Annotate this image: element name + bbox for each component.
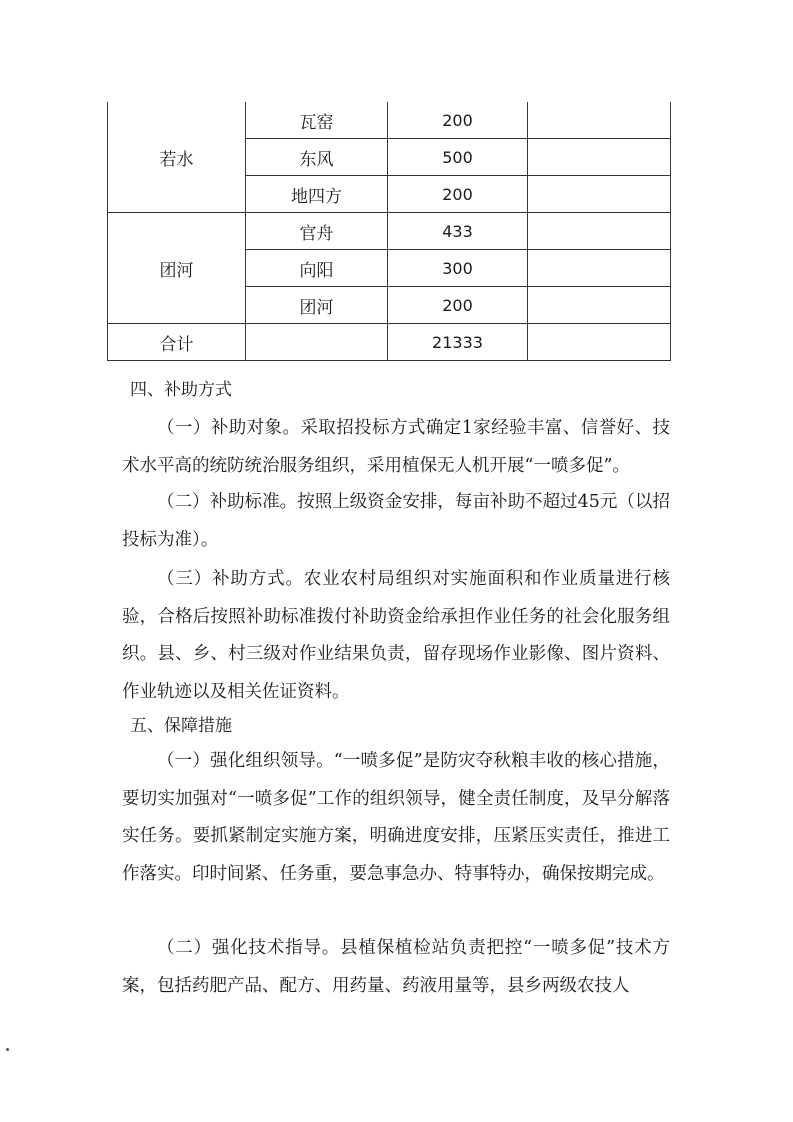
note-cell bbox=[528, 102, 671, 139]
table-row bbox=[108, 213, 671, 250]
note-cell bbox=[528, 287, 671, 324]
township-cell: 团河 bbox=[108, 213, 246, 324]
village-cell: 团河 bbox=[246, 287, 388, 324]
scan-mark bbox=[6, 1048, 9, 1051]
note-cell bbox=[528, 139, 671, 176]
area-cell: 200 bbox=[388, 102, 528, 139]
table-row bbox=[108, 102, 671, 139]
allocation-table bbox=[107, 102, 671, 361]
area-cell: 300 bbox=[388, 250, 528, 287]
section-4-heading: 四、补助方式 bbox=[130, 380, 232, 400]
total-label-cell: 合计 bbox=[108, 324, 246, 361]
total-village-cell bbox=[246, 324, 388, 361]
note-cell bbox=[528, 176, 671, 213]
organization-leadership-paragraph: （一）强化组织领导。“一喷多促”是防灾夺秋粮丰收的核心措施，要切实加强对“一喷多促”工作的组织领导，健全责任制度，及早分解落实任务。要抓紧制定实施方案，明确进度安排，压紧压实责任，推进工作落实。印时间紧、任务重，要急事急办、特事特办，确保按期完成。 bbox=[122, 751, 670, 884]
area-cell: 200 bbox=[388, 176, 528, 213]
note-cell bbox=[528, 213, 671, 250]
township-cell: 若水 bbox=[108, 102, 246, 213]
subsidy-method-paragraph: （三）补助方式。农业农村局组织对实施面积和作业质量进行核验，合格后按照补助标准拨付补助资金给承担作业任务的社会化服务组织。县、乡、村三级对作业结果负责，留存现场作业影像、图片资料、作业轨迹以及相关佐证资料。 bbox=[122, 569, 670, 702]
area-cell: 500 bbox=[388, 139, 528, 176]
village-cell: 瓦窑 bbox=[246, 102, 388, 139]
total-note-cell bbox=[528, 324, 671, 361]
note-cell bbox=[528, 250, 671, 287]
village-cell: 向阳 bbox=[246, 250, 388, 287]
subsidy-target-paragraph: （一）补助对象。采取招投标方式确定1家经验丰富、信誉好、技术水平高的统防统治服务组织，采用植保无人机开展“一喷多促”。 bbox=[122, 418, 670, 476]
total-row bbox=[108, 324, 671, 361]
total-area-cell: 21333 bbox=[388, 324, 528, 361]
area-cell: 200 bbox=[388, 287, 528, 324]
technical-guidance-paragraph: （二）强化技术指导。县植保植检站负责把控“一喷多促”技术方案，包括药肥产品、配方、用药量、药液用量等，县乡两级农技人 bbox=[122, 938, 670, 996]
village-cell: 地四方 bbox=[246, 176, 388, 213]
village-cell: 官舟 bbox=[246, 213, 388, 250]
village-cell: 东风 bbox=[246, 139, 388, 176]
subsidy-standard-paragraph: （二）补助标准。按照上级资金安排，每亩补助不超过45元（以招投标为准）。 bbox=[122, 492, 670, 550]
section-5-heading: 五、保障措施 bbox=[130, 716, 232, 736]
area-cell: 433 bbox=[388, 213, 528, 250]
